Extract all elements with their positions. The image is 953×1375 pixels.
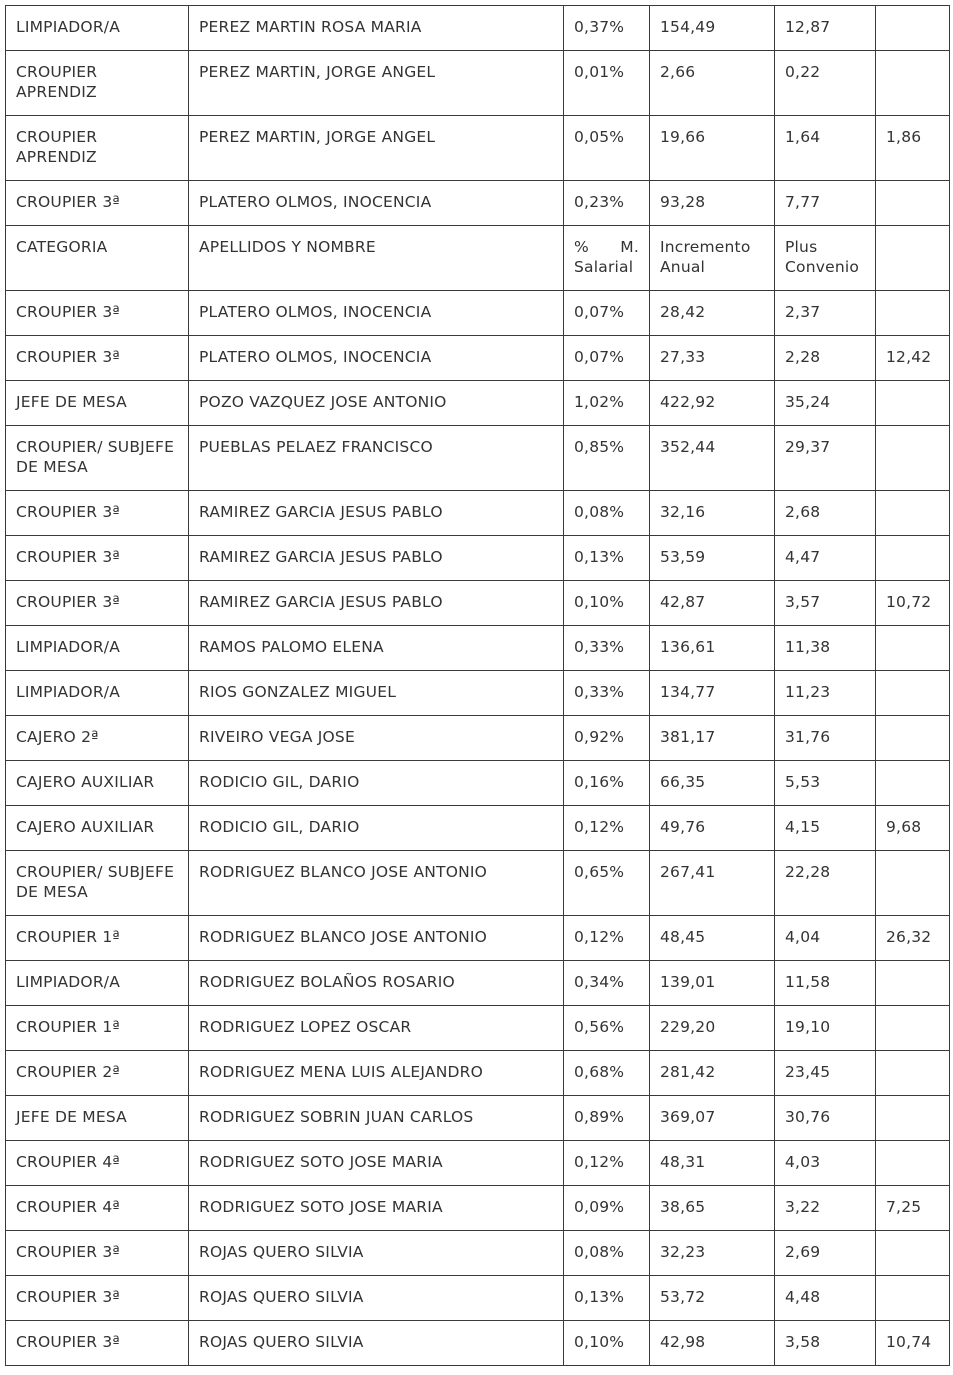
table-row xyxy=(6,761,950,806)
cell-percent: 0,01% xyxy=(564,51,650,116)
cell-name: ROJAS QUERO SILVIA xyxy=(189,1321,564,1366)
cell-increment: 19,66 xyxy=(650,116,775,181)
cell-name: RODICIO GIL, DARIO xyxy=(189,806,564,851)
cell-plus: 4,47 xyxy=(775,536,876,581)
cell-percent: 0,34% xyxy=(564,961,650,1006)
cell-total xyxy=(876,961,950,1006)
cell-increment: 134,77 xyxy=(650,671,775,716)
cell-category: CROUPIER 3ª xyxy=(6,491,189,536)
cell-increment: 66,35 xyxy=(650,761,775,806)
cell-percent: 0,12% xyxy=(564,806,650,851)
table-row xyxy=(6,851,950,916)
cell-percent: 0,33% xyxy=(564,671,650,716)
cell-plus: 12,87 xyxy=(775,6,876,51)
table-row xyxy=(6,491,950,536)
cell-increment: 369,07 xyxy=(650,1096,775,1141)
cell-total xyxy=(876,291,950,336)
cell-name: RAMIREZ GARCIA JESUS PABLO xyxy=(189,581,564,626)
cell-increment: 267,41 xyxy=(650,851,775,916)
cell-percent: 0,56% xyxy=(564,1006,650,1051)
cell-category: CROUPIER/ SUBJEFE DE MESA xyxy=(6,426,189,491)
cell-percent: 0,33% xyxy=(564,626,650,671)
cell-total: 1,86 xyxy=(876,116,950,181)
cell-percent: 0,68% xyxy=(564,1051,650,1096)
cell-total xyxy=(876,426,950,491)
cell-name: RIVEIRO VEGA JOSE xyxy=(189,716,564,761)
cell-total xyxy=(876,671,950,716)
cell-total: 10,74 xyxy=(876,1321,950,1366)
cell-plus: 5,53 xyxy=(775,761,876,806)
cell-name: PLATERO OLMOS, INOCENCIA xyxy=(189,181,564,226)
cell-plus: 3,58 xyxy=(775,1321,876,1366)
cell-name: PEREZ MARTIN, JORGE ANGEL xyxy=(189,116,564,181)
cell-category: CROUPIER APRENDIZ xyxy=(6,116,189,181)
cell-category: CROUPIER 1ª xyxy=(6,1006,189,1051)
cell-category: LIMPIADOR/A xyxy=(6,6,189,51)
table-row xyxy=(6,1231,950,1276)
cell-plus: 4,04 xyxy=(775,916,876,961)
cell-total xyxy=(876,491,950,536)
cell-plus: 30,76 xyxy=(775,1096,876,1141)
cell-total: 12,42 xyxy=(876,336,950,381)
cell-plus: 3,57 xyxy=(775,581,876,626)
cell-plus: 2,68 xyxy=(775,491,876,536)
cell-plus: 3,22 xyxy=(775,1186,876,1231)
table-row xyxy=(6,716,950,761)
cell-category: CROUPIER 4ª xyxy=(6,1141,189,1186)
cell-name: RODICIO GIL, DARIO xyxy=(189,761,564,806)
table-row xyxy=(6,806,950,851)
cell-plus: 31,76 xyxy=(775,716,876,761)
cell-plus: 4,48 xyxy=(775,1276,876,1321)
cell-total xyxy=(876,1141,950,1186)
cell-total xyxy=(876,1096,950,1141)
cell-name: ROJAS QUERO SILVIA xyxy=(189,1231,564,1276)
cell-name: PLATERO OLMOS, INOCENCIA xyxy=(189,336,564,381)
cell-total xyxy=(876,536,950,581)
header-total xyxy=(876,226,950,291)
table-row xyxy=(6,1006,950,1051)
cell-increment: 42,98 xyxy=(650,1321,775,1366)
cell-plus: 11,58 xyxy=(775,961,876,1006)
table-row xyxy=(6,961,950,1006)
cell-category: CROUPIER 3ª xyxy=(6,181,189,226)
cell-total: 26,32 xyxy=(876,916,950,961)
cell-plus: 2,69 xyxy=(775,1231,876,1276)
cell-plus: 11,23 xyxy=(775,671,876,716)
table-row xyxy=(6,6,950,51)
table-row xyxy=(6,336,950,381)
header-plus: Plus Convenio xyxy=(775,226,876,291)
cell-total xyxy=(876,181,950,226)
cell-increment: 48,31 xyxy=(650,1141,775,1186)
cell-name: RODRIGUEZ BLANCO JOSE ANTONIO xyxy=(189,916,564,961)
cell-category: CROUPIER 3ª xyxy=(6,1276,189,1321)
cell-plus: 2,28 xyxy=(775,336,876,381)
cell-category: CAJERO 2ª xyxy=(6,716,189,761)
cell-total xyxy=(876,626,950,671)
table-row xyxy=(6,916,950,961)
cell-category: CROUPIER 4ª xyxy=(6,1186,189,1231)
cell-name: RODRIGUEZ BOLAÑOS ROSARIO xyxy=(189,961,564,1006)
cell-percent: 0,37% xyxy=(564,6,650,51)
cell-category: CROUPIER 3ª xyxy=(6,581,189,626)
cell-name: RODRIGUEZ SOTO JOSE MARIA xyxy=(189,1186,564,1231)
table-row xyxy=(6,181,950,226)
cell-percent: 0,13% xyxy=(564,1276,650,1321)
cell-category: CROUPIER APRENDIZ xyxy=(6,51,189,116)
cell-category: LIMPIADOR/A xyxy=(6,626,189,671)
cell-percent: 0,65% xyxy=(564,851,650,916)
cell-total xyxy=(876,716,950,761)
table-row xyxy=(6,116,950,181)
table-row xyxy=(6,536,950,581)
cell-increment: 136,61 xyxy=(650,626,775,671)
cell-total xyxy=(876,1231,950,1276)
cell-name: RODRIGUEZ MENA LUIS ALEJANDRO xyxy=(189,1051,564,1096)
table-row xyxy=(6,581,950,626)
table-row xyxy=(6,1096,950,1141)
cell-total xyxy=(876,381,950,426)
cell-plus: 22,28 xyxy=(775,851,876,916)
cell-total xyxy=(876,1051,950,1096)
cell-increment: 53,59 xyxy=(650,536,775,581)
cell-plus: 7,77 xyxy=(775,181,876,226)
cell-increment: 139,01 xyxy=(650,961,775,1006)
cell-total: 10,72 xyxy=(876,581,950,626)
cell-increment: 42,87 xyxy=(650,581,775,626)
cell-percent: 0,07% xyxy=(564,291,650,336)
header-name: APELLIDOS Y NOMBRE xyxy=(189,226,564,291)
cell-percent: 0,89% xyxy=(564,1096,650,1141)
table-row xyxy=(6,381,950,426)
cell-percent: 0,10% xyxy=(564,581,650,626)
cell-category: CROUPIER 1ª xyxy=(6,916,189,961)
cell-category: CROUPIER 3ª xyxy=(6,291,189,336)
cell-total xyxy=(876,51,950,116)
cell-increment: 27,33 xyxy=(650,336,775,381)
cell-total: 9,68 xyxy=(876,806,950,851)
cell-total xyxy=(876,851,950,916)
salary-table xyxy=(5,5,950,1366)
cell-percent: 0,08% xyxy=(564,491,650,536)
cell-increment: 53,72 xyxy=(650,1276,775,1321)
table-row xyxy=(6,1141,950,1186)
cell-total: 7,25 xyxy=(876,1186,950,1231)
cell-category: CAJERO AUXILIAR xyxy=(6,761,189,806)
cell-name: RODRIGUEZ BLANCO JOSE ANTONIO xyxy=(189,851,564,916)
cell-name: RAMIREZ GARCIA JESUS PABLO xyxy=(189,491,564,536)
cell-category: LIMPIADOR/A xyxy=(6,961,189,1006)
cell-name: RODRIGUEZ LOPEZ OSCAR xyxy=(189,1006,564,1051)
table-row xyxy=(6,1276,950,1321)
cell-percent: 0,10% xyxy=(564,1321,650,1366)
cell-category: CROUPIER 3ª xyxy=(6,336,189,381)
cell-percent: 0,09% xyxy=(564,1186,650,1231)
table-row xyxy=(6,1051,950,1096)
cell-percent: 1,02% xyxy=(564,381,650,426)
table-row xyxy=(6,626,950,671)
table-row xyxy=(6,291,950,336)
cell-plus: 11,38 xyxy=(775,626,876,671)
cell-increment: 2,66 xyxy=(650,51,775,116)
cell-percent: 0,16% xyxy=(564,761,650,806)
cell-name: ROJAS QUERO SILVIA xyxy=(189,1276,564,1321)
cell-increment: 93,28 xyxy=(650,181,775,226)
cell-name: PLATERO OLMOS, INOCENCIA xyxy=(189,291,564,336)
cell-plus: 2,37 xyxy=(775,291,876,336)
cell-name: PUEBLAS PELAEZ FRANCISCO xyxy=(189,426,564,491)
cell-percent: 0,85% xyxy=(564,426,650,491)
cell-percent: 0,92% xyxy=(564,716,650,761)
cell-category: JEFE DE MESA xyxy=(6,381,189,426)
cell-percent: 0,23% xyxy=(564,181,650,226)
cell-category: CROUPIER 3ª xyxy=(6,1321,189,1366)
cell-name: POZO VAZQUEZ JOSE ANTONIO xyxy=(189,381,564,426)
cell-name: RAMIREZ GARCIA JESUS PABLO xyxy=(189,536,564,581)
cell-category: CROUPIER 3ª xyxy=(6,1231,189,1276)
cell-total xyxy=(876,6,950,51)
cell-category: LIMPIADOR/A xyxy=(6,671,189,716)
cell-name: RIOS GONZALEZ MIGUEL xyxy=(189,671,564,716)
cell-increment: 38,65 xyxy=(650,1186,775,1231)
cell-percent: 0,12% xyxy=(564,1141,650,1186)
cell-name: RODRIGUEZ SOBRIN JUAN CARLOS xyxy=(189,1096,564,1141)
header-row xyxy=(6,226,950,291)
table-row xyxy=(6,1321,950,1366)
cell-percent: 0,13% xyxy=(564,536,650,581)
cell-total xyxy=(876,761,950,806)
cell-increment: 381,17 xyxy=(650,716,775,761)
cell-increment: 32,16 xyxy=(650,491,775,536)
cell-percent: 0,12% xyxy=(564,916,650,961)
cell-name: RODRIGUEZ SOTO JOSE MARIA xyxy=(189,1141,564,1186)
cell-increment: 154,49 xyxy=(650,6,775,51)
cell-category: CROUPIER/ SUBJEFE DE MESA xyxy=(6,851,189,916)
cell-plus: 0,22 xyxy=(775,51,876,116)
cell-category: CROUPIER 2ª xyxy=(6,1051,189,1096)
cell-name: RAMOS PALOMO ELENA xyxy=(189,626,564,671)
cell-name: PEREZ MARTIN, JORGE ANGEL xyxy=(189,51,564,116)
cell-increment: 281,42 xyxy=(650,1051,775,1096)
cell-increment: 229,20 xyxy=(650,1006,775,1051)
cell-plus: 4,03 xyxy=(775,1141,876,1186)
cell-plus: 1,64 xyxy=(775,116,876,181)
table-row xyxy=(6,51,950,116)
cell-total xyxy=(876,1006,950,1051)
cell-increment: 352,44 xyxy=(650,426,775,491)
cell-name: PEREZ MARTIN ROSA MARIA xyxy=(189,6,564,51)
header-category: CATEGORIA xyxy=(6,226,189,291)
cell-category: CAJERO AUXILIAR xyxy=(6,806,189,851)
cell-plus: 29,37 xyxy=(775,426,876,491)
table-row xyxy=(6,1186,950,1231)
cell-category: CROUPIER 3ª xyxy=(6,536,189,581)
cell-percent: 0,08% xyxy=(564,1231,650,1276)
cell-total xyxy=(876,1276,950,1321)
cell-increment: 422,92 xyxy=(650,381,775,426)
cell-increment: 48,45 xyxy=(650,916,775,961)
cell-percent: 0,07% xyxy=(564,336,650,381)
cell-plus: 19,10 xyxy=(775,1006,876,1051)
table-row xyxy=(6,426,950,491)
table-row xyxy=(6,671,950,716)
cell-category: JEFE DE MESA xyxy=(6,1096,189,1141)
cell-plus: 4,15 xyxy=(775,806,876,851)
cell-plus: 35,24 xyxy=(775,381,876,426)
cell-percent: 0,05% xyxy=(564,116,650,181)
header-increment: Incremento Anual xyxy=(650,226,775,291)
cell-increment: 32,23 xyxy=(650,1231,775,1276)
header-percent: % M. Salarial xyxy=(564,226,650,291)
cell-plus: 23,45 xyxy=(775,1051,876,1096)
cell-increment: 28,42 xyxy=(650,291,775,336)
cell-increment: 49,76 xyxy=(650,806,775,851)
